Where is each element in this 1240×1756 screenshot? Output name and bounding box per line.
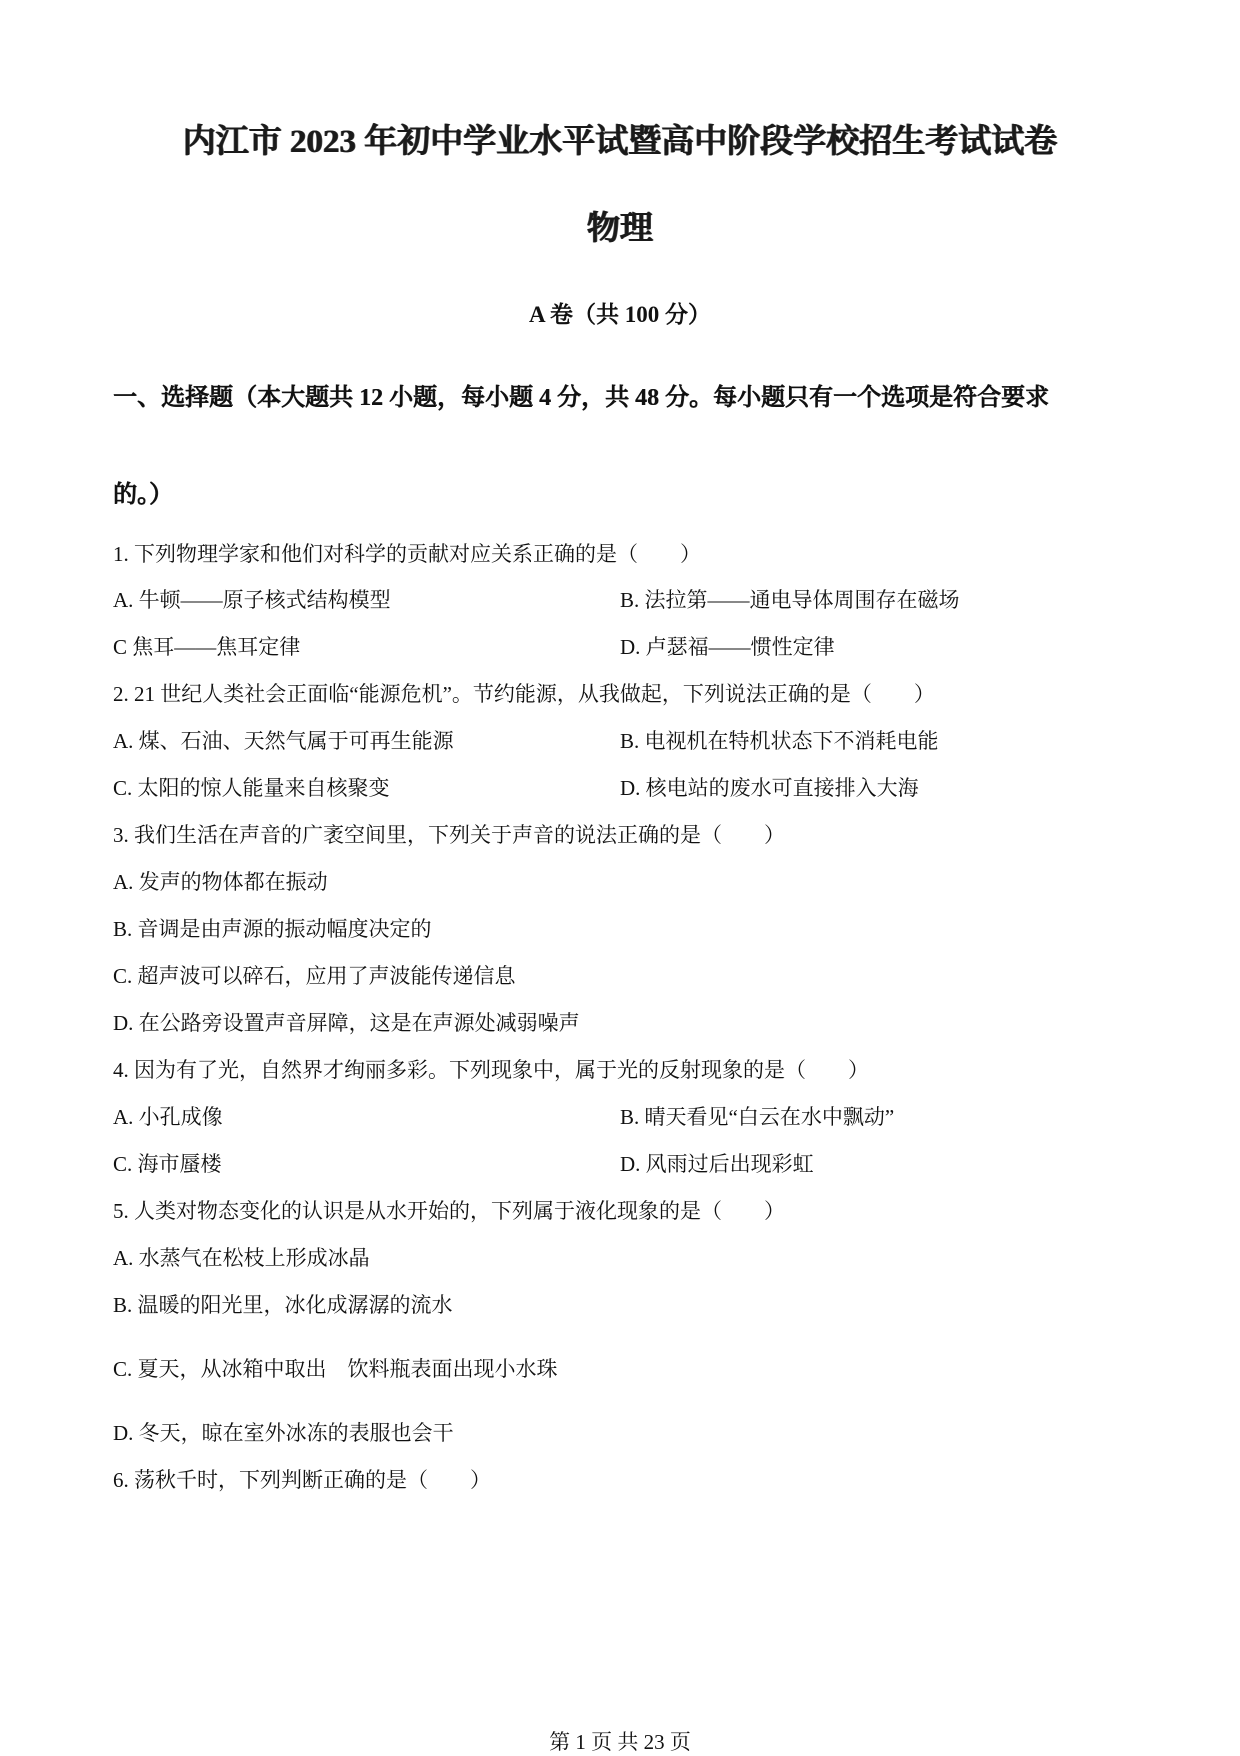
question-6-stem: 6. 荡秋千时，下列判断正确的是（ ）: [113, 1468, 491, 1492]
question-5-option-c: C. 夏天，从冰箱中取出 饮料瓶表面出现小水珠: [113, 1357, 558, 1381]
question-4-option-c: C. 海市蜃楼: [113, 1152, 222, 1176]
question-1-stem: 1. 下列物理学家和他们对科学的贡献对应关系正确的是（ ）: [113, 542, 701, 566]
question-3-option-c: C. 超声波可以碎石，应用了声波能传递信息: [113, 964, 516, 988]
question-3-option-b: B. 音调是由声源的振动幅度决定的: [113, 917, 432, 941]
question-1-option-d: D. 卢瑟福——惯性定律: [620, 635, 835, 659]
question-2-option-a: A. 煤、石油、天然气属于可再生能源: [113, 729, 454, 753]
subject-title: 物理: [587, 211, 653, 247]
question-4-option-a: A. 小孔成像: [113, 1105, 223, 1129]
question-5-option-b: B. 温暖的阳光里，冰化成潺潺的流水: [113, 1293, 453, 1317]
question-5-option-d: D. 冬天，晾在室外冰冻的表服也会干: [113, 1421, 454, 1445]
question-2-option-c: C. 太阳的惊人能量来自核聚变: [113, 776, 390, 800]
page-number: 第 1 页 共 23 页: [549, 1730, 691, 1754]
question-5-option-a: A. 水蒸气在松枝上形成冰晶: [113, 1246, 370, 1270]
section-heading-line2: 的。）: [113, 482, 173, 508]
exam-title: 内江市 2023 年初中学业水平试暨高中阶段学校招生考试试卷: [182, 124, 1058, 160]
question-2-option-d: D. 核电站的废水可直接排入大海: [620, 776, 919, 800]
question-2-option-b: B. 电视机在特机状态下不消耗电能: [620, 729, 939, 753]
question-4-option-d: D. 风雨过后出现彩虹: [620, 1152, 814, 1176]
question-3-option-d: D. 在公路旁设置声音屏障，这是在声源处减弱噪声: [113, 1011, 580, 1035]
question-3-option-a: A. 发声的物体都在振动: [113, 870, 328, 894]
question-5-stem: 5. 人类对物态变化的认识是从水开始的，下列属于液化现象的是（ ）: [113, 1199, 785, 1223]
question-1-option-c: C 焦耳——焦耳定律: [113, 635, 301, 659]
section-heading-line1: 一、选择题（本大题共 12 小题，每小题 4 分，共 48 分。每小题只有一个选项是符合要求: [113, 385, 1049, 411]
question-4-option-b: B. 晴天看见“白云在水中飘动”: [620, 1105, 895, 1129]
question-4-stem: 4. 因为有了光，自然界才绚丽多彩。下列现象中，属于光的反射现象的是（ ）: [113, 1058, 869, 1082]
volume-heading: A 卷（共 100 分）: [528, 302, 712, 327]
question-1-option-a: A. 牛顿——原子核式结构模型: [113, 588, 391, 612]
question-1-option-b: B. 法拉第——通电导体周围存在磁场: [620, 588, 960, 612]
question-2-stem: 2. 21 世纪人类社会正面临“能源危机”。节约能源，从我做起，下列说法正确的是（ ）: [113, 682, 935, 706]
question-3-stem: 3. 我们生活在声音的广袤空间里，下列关于声音的说法正确的是（ ）: [113, 823, 785, 847]
